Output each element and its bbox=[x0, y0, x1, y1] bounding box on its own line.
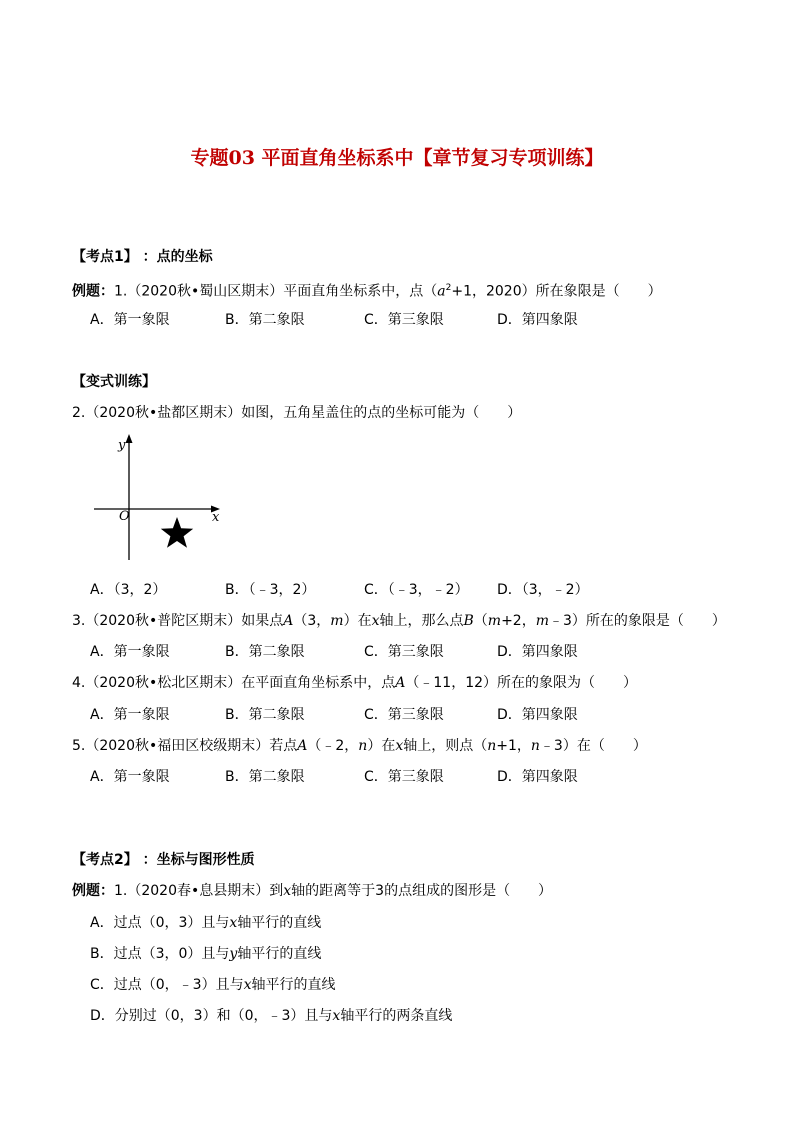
origin-label: O bbox=[119, 509, 130, 524]
variable-b: B bbox=[463, 613, 474, 629]
option-text: 轴平行的直线 bbox=[251, 977, 336, 993]
question-text: 轴上，则点（ bbox=[403, 738, 488, 754]
option-b: B．（﹣3，2） bbox=[225, 582, 316, 598]
y-axis-arrow bbox=[126, 434, 133, 443]
q2-question: 2.（2020秋•盐都区期末）如图，五角星盖住的点的坐标可能为（ ） bbox=[72, 405, 522, 421]
option-text: 轴平行的直线 bbox=[237, 946, 322, 962]
question-text: （ bbox=[473, 613, 488, 629]
option-text: B．过点（3，0）且与 bbox=[90, 946, 230, 962]
option-a bbox=[90, 914, 321, 932]
option-text: 轴平行的直线 bbox=[237, 915, 322, 931]
star-icon bbox=[161, 517, 193, 548]
question-text: （﹣2， bbox=[307, 738, 359, 754]
option-a: A．第一象限 bbox=[90, 312, 170, 328]
question-text: 4.（2020秋•松北区期末）在平面直角坐标系中，点 bbox=[72, 675, 396, 691]
question-text: 轴的距离等于3的点组成的图形是（ ） bbox=[291, 883, 553, 899]
variable-x: x bbox=[229, 915, 238, 931]
variable-x: x bbox=[243, 977, 252, 993]
question-text: 1.（2020春•息县期末）到 bbox=[114, 883, 284, 899]
option-b: B．第二象限 bbox=[225, 707, 305, 723]
option-text: 轴平行的两条直线 bbox=[340, 1008, 453, 1024]
option-d: D．第四象限 bbox=[497, 644, 578, 660]
variable-n: n bbox=[530, 738, 540, 754]
question-text: （﹣11，12）所在的象限为（ ） bbox=[405, 675, 638, 691]
question-text: 轴上，那么点 bbox=[379, 613, 464, 629]
question-text: ）在 bbox=[343, 613, 372, 629]
y-axis-label: y bbox=[118, 438, 126, 453]
option-c: C．第三象限 bbox=[364, 707, 444, 723]
variable-a: A bbox=[297, 738, 308, 754]
option-text: C．过点（0，﹣3）且与 bbox=[90, 977, 244, 993]
page-title: 专题03 平面直角坐标系中【章节复习专项训练】 bbox=[190, 147, 604, 169]
variable-x: x bbox=[283, 883, 292, 899]
variable-a: A bbox=[283, 613, 294, 629]
example1-question bbox=[72, 279, 662, 301]
variable-a: A bbox=[395, 675, 406, 691]
variable-m: m bbox=[330, 613, 344, 629]
question-text: ﹣3）所在的象限是（ ） bbox=[548, 613, 726, 629]
option-c: C．第三象限 bbox=[364, 769, 444, 785]
option-b: B．第二象限 bbox=[225, 644, 305, 660]
variable-n: n bbox=[358, 738, 368, 754]
variable-x: x bbox=[371, 613, 380, 629]
option-text: D．分别过（0，3）和（0，﹣3）且与 bbox=[90, 1008, 333, 1024]
question-text: ）在 bbox=[367, 738, 396, 754]
option-a: A．（3，2） bbox=[90, 582, 167, 598]
example-label: 例题： bbox=[72, 283, 114, 300]
option-d: D．第四象限 bbox=[497, 707, 578, 723]
option-d: D．第四象限 bbox=[497, 312, 578, 328]
question-text: +2， bbox=[501, 613, 536, 629]
option-c: C．第三象限 bbox=[364, 644, 444, 660]
question-text: 1.（2020秋•蜀山区期末）平面直角坐标系中，点（ bbox=[114, 283, 438, 300]
section1-heading: 【考点1】 ：点的坐标 bbox=[72, 249, 213, 265]
exponent: 2 bbox=[445, 283, 452, 293]
question-text: +1， bbox=[496, 738, 531, 754]
variable-x: x bbox=[395, 738, 404, 754]
question-text: 3.（2020秋•普陀区期末）如果点 bbox=[72, 613, 284, 629]
q4-question bbox=[72, 674, 637, 692]
option-a: A．第一象限 bbox=[90, 707, 170, 723]
option-c: C．（﹣3，﹣2） bbox=[364, 582, 469, 598]
option-b: B．第二象限 bbox=[225, 769, 305, 785]
variable-a: a bbox=[437, 283, 446, 300]
question-text: +1，2020）所在象限是（ ） bbox=[451, 283, 662, 300]
option-c: C．第三象限 bbox=[364, 312, 444, 328]
question-text: 5.（2020秋•福田区校级期末）若点 bbox=[72, 738, 298, 754]
variable-m: m bbox=[487, 613, 502, 629]
variable-y: y bbox=[229, 946, 238, 962]
x-axis-label: x bbox=[212, 510, 220, 525]
q3-question bbox=[72, 612, 726, 630]
option-text: A．过点（0，3）且与 bbox=[90, 915, 230, 931]
variant-heading: 【变式训练】 bbox=[72, 374, 156, 390]
option-d bbox=[90, 1007, 452, 1025]
option-d: D．第四象限 bbox=[497, 769, 578, 785]
variable-x: x bbox=[332, 1008, 341, 1024]
option-b bbox=[90, 945, 321, 963]
option-a: A．第一象限 bbox=[90, 769, 170, 785]
example2-question bbox=[72, 882, 552, 900]
question-text: （3， bbox=[293, 613, 331, 629]
question-text: ﹣3）在（ ） bbox=[539, 738, 647, 754]
coordinate-figure bbox=[88, 430, 228, 565]
example-label: 例题： bbox=[72, 883, 114, 899]
option-a: A．第一象限 bbox=[90, 644, 170, 660]
q5-question bbox=[72, 737, 647, 755]
option-b: B．第二象限 bbox=[225, 312, 305, 328]
section2-heading: 【考点2】 ：坐标与图形性质 bbox=[72, 852, 255, 868]
option-d: D．（3，﹣2） bbox=[497, 582, 589, 598]
variable-m: m bbox=[535, 613, 549, 629]
option-c bbox=[90, 976, 336, 994]
variable-n: n bbox=[487, 738, 497, 754]
